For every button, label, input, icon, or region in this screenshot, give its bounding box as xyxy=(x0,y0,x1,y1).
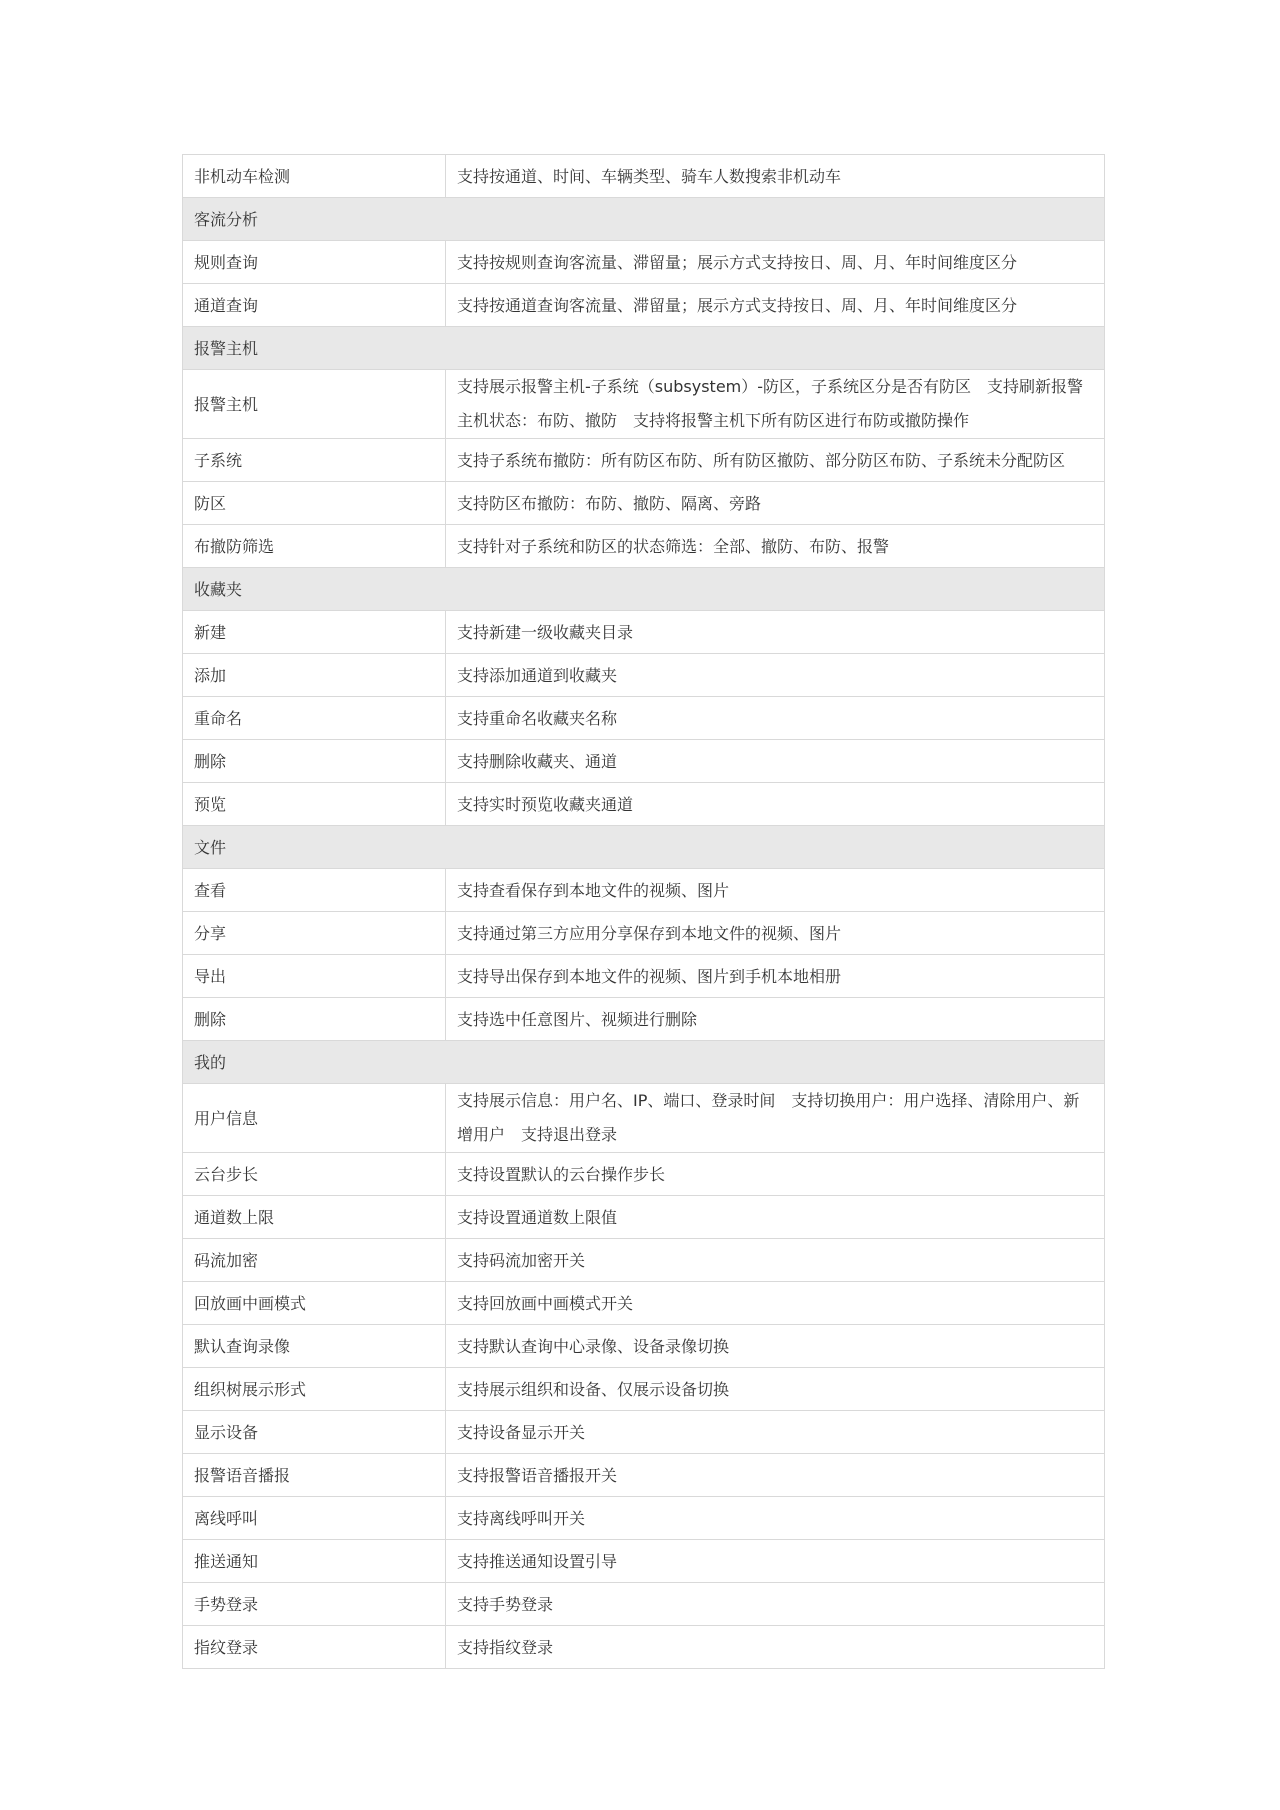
feature-description-cell: 支持展示组织和设备、仅展示设备切换 xyxy=(446,1368,1105,1411)
feature-description-cell: 支持通过第三方应用分享保存到本地文件的视频、图片 xyxy=(446,912,1105,955)
table-row xyxy=(183,155,1105,198)
feature-description-cell: 支持设置通道数上限值 xyxy=(446,1196,1105,1239)
feature-name-cell: 报警语音播报 xyxy=(183,1454,446,1497)
feature-description-cell: 支持新建一级收藏夹目录 xyxy=(446,611,1105,654)
table-row xyxy=(183,1626,1105,1669)
document-page xyxy=(182,154,1104,1669)
table-row xyxy=(183,1196,1105,1239)
feature-name-cell: 导出 xyxy=(183,955,446,998)
table-row xyxy=(183,611,1105,654)
feature-name-cell: 用户信息 xyxy=(183,1084,446,1153)
feature-description-cell: 支持展示信息：用户名、IP、端口、登录时间 支持切换用户：用户选择、清除用户、新增用户 支持退出登录 xyxy=(446,1084,1105,1153)
table-row xyxy=(183,955,1105,998)
feature-name-cell: 指纹登录 xyxy=(183,1626,446,1669)
section-header-row xyxy=(183,327,1105,370)
feature-description-cell: 支持按规则查询客流量、滞留量；展示方式支持按日、周、月、年时间维度区分 xyxy=(446,241,1105,284)
section-header-row xyxy=(183,568,1105,611)
feature-description-cell: 支持指纹登录 xyxy=(446,1626,1105,1669)
feature-description-cell: 支持推送通知设置引导 xyxy=(446,1540,1105,1583)
feature-name-cell: 布撤防筛选 xyxy=(183,525,446,568)
feature-name-cell: 查看 xyxy=(183,869,446,912)
table-row xyxy=(183,912,1105,955)
table-row xyxy=(183,1497,1105,1540)
table-row xyxy=(183,284,1105,327)
feature-name-cell: 云台步长 xyxy=(183,1153,446,1196)
table-row xyxy=(183,1583,1105,1626)
feature-description-cell: 支持按通道、时间、车辆类型、骑车人数搜索非机动车 xyxy=(446,155,1105,198)
feature-description-cell: 支持回放画中画模式开关 xyxy=(446,1282,1105,1325)
feature-description-cell: 支持重命名收藏夹名称 xyxy=(446,697,1105,740)
feature-name-cell: 删除 xyxy=(183,998,446,1041)
feature-description-cell: 支持设置默认的云台操作步长 xyxy=(446,1153,1105,1196)
section-header-row xyxy=(183,826,1105,869)
feature-description-cell: 支持添加通道到收藏夹 xyxy=(446,654,1105,697)
table-row xyxy=(183,998,1105,1041)
table-row xyxy=(183,1368,1105,1411)
feature-description-cell: 支持导出保存到本地文件的视频、图片到手机本地相册 xyxy=(446,955,1105,998)
feature-name-cell: 显示设备 xyxy=(183,1411,446,1454)
feature-name-cell: 重命名 xyxy=(183,697,446,740)
feature-name-cell: 码流加密 xyxy=(183,1239,446,1282)
table-row xyxy=(183,1153,1105,1196)
feature-name-cell: 回放画中画模式 xyxy=(183,1282,446,1325)
table-row xyxy=(183,654,1105,697)
feature-description-cell: 支持选中任意图片、视频进行删除 xyxy=(446,998,1105,1041)
feature-description-cell: 支持报警语音播报开关 xyxy=(446,1454,1105,1497)
feature-name-cell: 报警主机 xyxy=(183,370,446,439)
feature-name-cell: 离线呼叫 xyxy=(183,1497,446,1540)
feature-description-cell: 支持默认查询中心录像、设备录像切换 xyxy=(446,1325,1105,1368)
feature-name-cell: 预览 xyxy=(183,783,446,826)
table-row xyxy=(183,482,1105,525)
table-row xyxy=(183,1239,1105,1282)
feature-name-cell: 子系统 xyxy=(183,439,446,482)
feature-table-body xyxy=(183,155,1105,1669)
table-row xyxy=(183,370,1105,439)
table-row xyxy=(183,1540,1105,1583)
section-title: 报警主机 xyxy=(183,327,1105,370)
feature-table xyxy=(182,154,1105,1669)
feature-name-cell: 添加 xyxy=(183,654,446,697)
section-header-row xyxy=(183,1041,1105,1084)
feature-description-cell: 支持按通道查询客流量、滞留量；展示方式支持按日、周、月、年时间维度区分 xyxy=(446,284,1105,327)
table-row xyxy=(183,439,1105,482)
feature-description-cell: 支持实时预览收藏夹通道 xyxy=(446,783,1105,826)
table-row xyxy=(183,1325,1105,1368)
feature-description-cell: 支持针对子系统和防区的状态筛选：全部、撤防、布防、报警 xyxy=(446,525,1105,568)
feature-description-cell: 支持展示报警主机-子系统（subsystem）-防区，子系统区分是否有防区 支持刷新报警主机状态：布防、撤防 支持将报警主机下所有防区进行布防或撤防操作 xyxy=(446,370,1105,439)
section-header-row xyxy=(183,198,1105,241)
feature-name-cell: 通道数上限 xyxy=(183,1196,446,1239)
section-title: 收藏夹 xyxy=(183,568,1105,611)
table-row xyxy=(183,1084,1105,1153)
feature-name-cell: 删除 xyxy=(183,740,446,783)
table-row xyxy=(183,241,1105,284)
feature-name-cell: 分享 xyxy=(183,912,446,955)
feature-description-cell: 支持码流加密开关 xyxy=(446,1239,1105,1282)
feature-description-cell: 支持查看保存到本地文件的视频、图片 xyxy=(446,869,1105,912)
table-row xyxy=(183,697,1105,740)
section-title: 我的 xyxy=(183,1041,1105,1084)
feature-name-cell: 防区 xyxy=(183,482,446,525)
table-row xyxy=(183,869,1105,912)
feature-description-cell: 支持删除收藏夹、通道 xyxy=(446,740,1105,783)
feature-description-cell: 支持防区布撤防：布防、撤防、隔离、旁路 xyxy=(446,482,1105,525)
feature-name-cell: 通道查询 xyxy=(183,284,446,327)
table-row xyxy=(183,525,1105,568)
table-row xyxy=(183,1411,1105,1454)
feature-name-cell: 组织树展示形式 xyxy=(183,1368,446,1411)
feature-name-cell: 默认查询录像 xyxy=(183,1325,446,1368)
section-title: 文件 xyxy=(183,826,1105,869)
feature-description-cell: 支持子系统布撤防：所有防区布防、所有防区撤防、部分防区布防、子系统未分配防区 xyxy=(446,439,1105,482)
feature-name-cell: 推送通知 xyxy=(183,1540,446,1583)
feature-name-cell: 手势登录 xyxy=(183,1583,446,1626)
table-row xyxy=(183,783,1105,826)
feature-description-cell: 支持离线呼叫开关 xyxy=(446,1497,1105,1540)
table-row xyxy=(183,740,1105,783)
table-row xyxy=(183,1282,1105,1325)
feature-name-cell: 非机动车检测 xyxy=(183,155,446,198)
section-title: 客流分析 xyxy=(183,198,1105,241)
table-row xyxy=(183,1454,1105,1497)
feature-name-cell: 新建 xyxy=(183,611,446,654)
feature-name-cell: 规则查询 xyxy=(183,241,446,284)
feature-description-cell: 支持设备显示开关 xyxy=(446,1411,1105,1454)
feature-description-cell: 支持手势登录 xyxy=(446,1583,1105,1626)
